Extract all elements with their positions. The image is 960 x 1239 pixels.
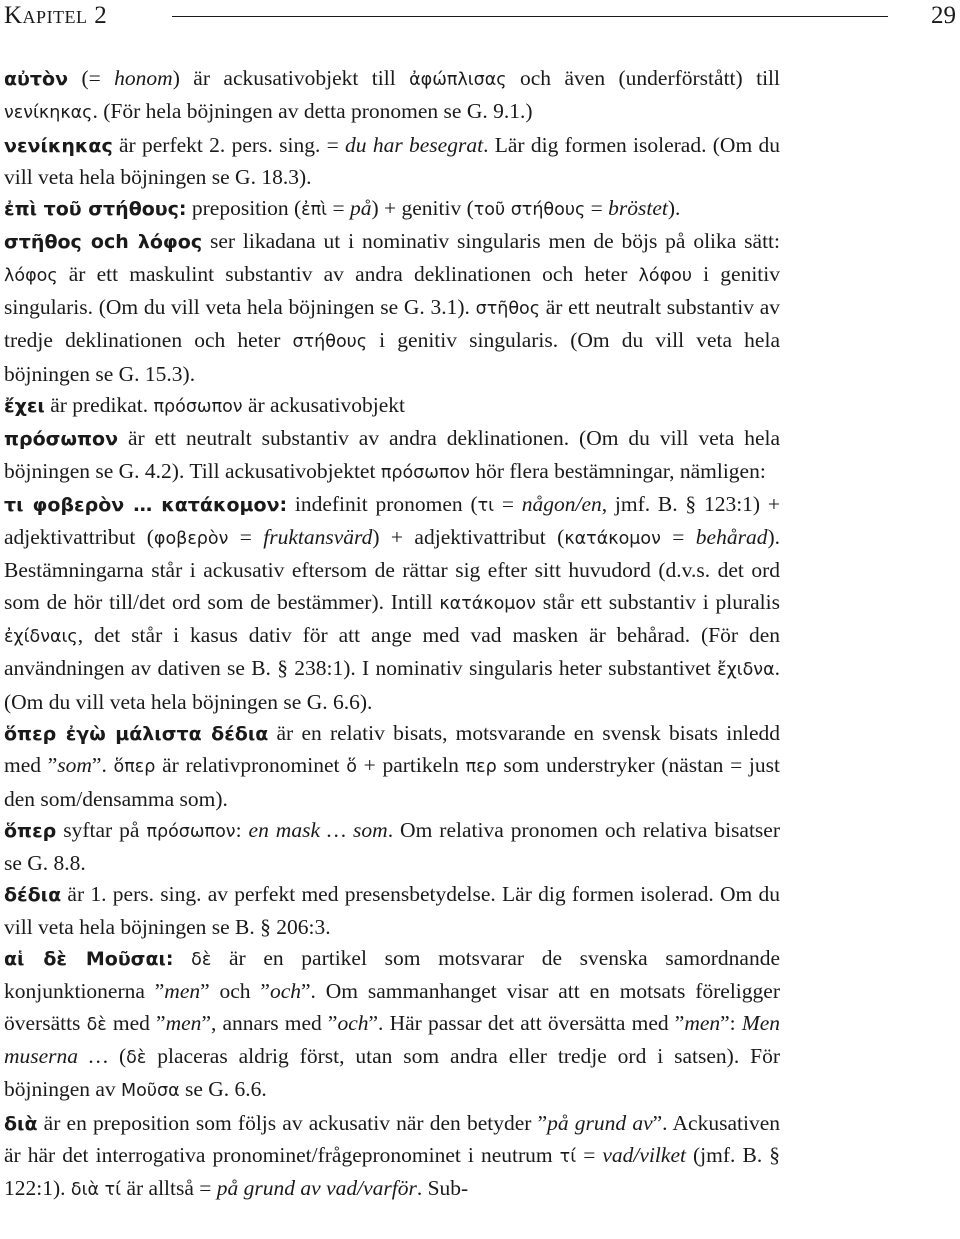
body-text: är en partikel som motsvarar de svenska samordnande konjunktionerna ”: [4, 946, 780, 1004]
greek-word: στήθους: [292, 332, 368, 353]
greek-word: λόφου: [638, 265, 692, 286]
greek-word: ἔχιδνα: [717, 660, 775, 681]
italic-translation: på grund av: [547, 1110, 653, 1135]
greek-word: πρόσωπον: [146, 821, 236, 842]
body-text: är en preposition som följs av ackusativ när den betyder ”: [37, 1110, 548, 1135]
commentary-paragraph: [4, 489, 780, 718]
body-text: [174, 946, 192, 970]
body-text: =: [327, 196, 350, 221]
greek-word: κατάκομον: [564, 529, 661, 550]
body-text: ”.: [91, 753, 114, 778]
body-text: =: [576, 1142, 603, 1167]
body-text: ”, annars med ”: [201, 1010, 338, 1035]
commentary-paragraph: [4, 1108, 780, 1207]
commentary-paragraph: [4, 423, 780, 489]
body-text: ” och ”: [200, 979, 270, 1004]
italic-translation: som: [57, 753, 92, 778]
italic-translation: och: [269, 979, 301, 1004]
header-rule: [172, 16, 888, 17]
lemma-heading: νενίκηκας: [4, 134, 113, 157]
commentary-paragraph: [4, 63, 780, 130]
commentary-paragraph: [4, 226, 780, 389]
lemma-heading: ὅπερ ἐγὼ μάλιστα δέδια: [4, 722, 269, 745]
body-text: som understryker (nästan = just den som/densamma som).: [4, 753, 780, 811]
italic-translation: någon/en: [521, 491, 602, 516]
italic-translation: vad/vilket: [602, 1142, 686, 1167]
greek-word: ὅ: [346, 757, 357, 778]
body-text: indefinit pronomen (: [287, 491, 478, 516]
page-number: 29: [931, 2, 956, 29]
greek-word: διὰ τί: [70, 1180, 122, 1201]
greek-word: τοῦ στήθους: [473, 200, 586, 221]
commentary-paragraph: [4, 718, 780, 815]
greek-word: τι: [477, 495, 495, 516]
greek-word: λόφος: [4, 265, 58, 286]
body-text: ser likadana ut i nominativ singularis men de böjs på olika sätt:: [202, 229, 780, 254]
lemma-heading: ὅπερ: [4, 819, 57, 842]
body-text: ”:: [720, 1010, 742, 1035]
italic-translation: men: [684, 1010, 721, 1035]
body-text: i genitiv singularis. (Om du vill veta hela böjningen se G. 3.1).: [4, 261, 781, 320]
body-text: ) är ackusativobjekt till: [172, 66, 410, 90]
italic-translation: du har besegrat: [345, 132, 484, 157]
body-text: är ett neutralt substantiv av andra deklinationen. (Om du vill veta hela böjningen se G. 4.2). Till ackusativobjektet: [4, 426, 780, 483]
greek-word: ἐχίδναις: [4, 627, 78, 648]
body-text: (=: [68, 66, 115, 90]
body-text: preposition (: [186, 196, 302, 221]
body-text: + partikeln: [356, 753, 466, 778]
italic-translation: men: [165, 1010, 202, 1035]
body-text: =: [585, 196, 609, 221]
body-text: =: [494, 491, 522, 516]
italic-translation: på grund av vad/varför: [216, 1176, 417, 1201]
body-text: , det står i kasus dativ för att ange med vad masken är behårad. (För den användningen av dativen se B. § 238:1). I nominativ singularis heter substantivet: [4, 623, 780, 681]
italic-translation: på: [349, 196, 372, 221]
commentary-paragraph: [4, 193, 780, 226]
body-text: ) + adjektivattribut (: [372, 525, 565, 550]
commentary-paragraph: [4, 815, 780, 880]
italic-translation: och: [337, 1010, 369, 1035]
commentary-paragraph: [4, 130, 780, 194]
commentary-body: [4, 63, 780, 1206]
italic-translation: en mask … som: [248, 817, 388, 842]
commentary-paragraph: [4, 943, 780, 1107]
body-text: , jmf. B. § 123:1) + adjektivattribut (: [4, 491, 780, 550]
body-text: är ackusativobjekt: [242, 392, 405, 417]
greek-word: φοβερὸν: [153, 529, 229, 550]
body-text: placeras aldrig först, utan som andra eller tredje ord i satsen). För böjningen av: [4, 1043, 780, 1102]
body-text: . (Om du vill veta hela böjningen se G. 6.6).: [4, 656, 780, 714]
body-text: ”. Här passar det att översätta med ”: [368, 1010, 685, 1035]
lemma-heading: ἐπὶ τοῦ στήθους:: [4, 198, 187, 221]
greek-word: κατάκομον: [439, 593, 536, 614]
body-text: är 1. pers. sing. av perfekt med presensbetydelse. Lär dig formen isolerad. Om du vill veta hela böjningen se B. § 206:3.: [4, 882, 780, 939]
italic-translation: fruktansvärd: [263, 525, 373, 550]
body-text: står ett substantiv i pluralis: [535, 589, 780, 614]
body-text: är ett maskulint substantiv av andra deklinationen och heter: [57, 261, 639, 286]
greek-word: δὲ: [86, 1014, 107, 1035]
greek-word: Μοῦσα: [121, 1081, 180, 1102]
body-text: är perfekt 2. pers. sing. =: [112, 132, 346, 157]
body-text: =: [660, 525, 696, 550]
body-text: (jmf. B. § 122:1).: [4, 1142, 780, 1201]
greek-word: πρόσωπον: [153, 396, 243, 417]
lemma-heading: ἔχει: [4, 394, 45, 417]
italic-translation: bröstet: [608, 196, 668, 221]
body-text: i genitiv singularis. (Om du vill veta hela böjningen se G. 15.3).: [4, 328, 780, 386]
commentary-paragraph: [4, 879, 780, 943]
italic-translation: behårad: [695, 525, 768, 550]
body-text: ”. Ackusativen är här det interrogativa pronominet/frågepronominet i neutrum: [4, 1110, 780, 1167]
body-text: ) + genitiv (: [371, 196, 474, 221]
page-header: [0, 0, 960, 40]
italic-translation: Men muserna …: [4, 1010, 781, 1068]
body-text: =: [228, 525, 264, 550]
body-text: ”. Om sammanhanget visar att en motsats föreligger översätts: [4, 979, 780, 1035]
body-text: . Lär dig formen isolerad. (Om du vill veta hela böjningen se G. 18.3).: [4, 132, 780, 189]
commentary-paragraph: [4, 390, 780, 423]
greek-word: περ: [465, 757, 497, 778]
body-text: är predikat.: [44, 392, 154, 417]
lemma-heading: αὐτὸν: [4, 68, 69, 90]
body-text: (: [108, 1043, 127, 1068]
body-text: är en relativ bisats, motsvarande en svensk bisats inledd med ”: [4, 720, 780, 778]
body-text: . Om relativa pronomen och relativa bisatser se G. 8.8.: [4, 817, 780, 876]
body-text: syftar på: [56, 817, 147, 842]
lemma-heading: τι φοβερὸν … κατάκομον:: [4, 493, 288, 516]
body-text: hör flera bestämningar, nämligen:: [469, 458, 766, 483]
greek-word: δὲ: [191, 950, 212, 971]
lemma-heading: δέδια: [4, 884, 62, 907]
body-text: . Sub-: [416, 1176, 469, 1201]
greek-word: ἀφώπλισας: [409, 70, 507, 90]
greek-word: τί: [559, 1146, 577, 1167]
body-text: . (För hela böjningen av detta pronomen se G. 9.1.): [92, 99, 533, 124]
italic-translation: honom: [114, 66, 173, 90]
greek-word: στῆθος: [475, 299, 541, 320]
body-text: med ”: [106, 1010, 166, 1035]
body-text: är alltså =: [121, 1176, 217, 1201]
greek-word: πρόσωπον: [380, 462, 470, 483]
body-text: ). Bestämningarna står i ackusativ eftersom de rättar sig efter sitt huvudord (d.v.s. det ord som de hör till/det ord som de bestämmer). Intill: [4, 525, 780, 614]
body-text: ).: [667, 196, 681, 221]
body-text: och även (underförstått) till: [506, 66, 780, 90]
lemma-heading: πρόσωπον: [4, 428, 119, 451]
lemma-heading: αἱ δὲ Μοῦσαι:: [4, 948, 174, 971]
lemma-heading: διὰ: [4, 1112, 38, 1135]
body-text: :: [235, 817, 249, 842]
greek-word: νενίκηκας: [4, 103, 93, 124]
chapter-title: Kapitel 2: [4, 2, 108, 29]
lemma-heading: στῆθος och λόφος: [4, 231, 203, 254]
body-text: är relativpronominet: [155, 753, 347, 778]
italic-translation: men: [164, 979, 201, 1004]
body-text: se G. 6.6.: [179, 1077, 267, 1102]
body-text: är ett neutralt substantiv av tredje deklinationen och heter: [4, 295, 780, 353]
greek-word: ἐπὶ: [301, 200, 328, 221]
greek-word: δὲ: [126, 1047, 147, 1068]
greek-word: ὅπερ: [113, 757, 156, 778]
